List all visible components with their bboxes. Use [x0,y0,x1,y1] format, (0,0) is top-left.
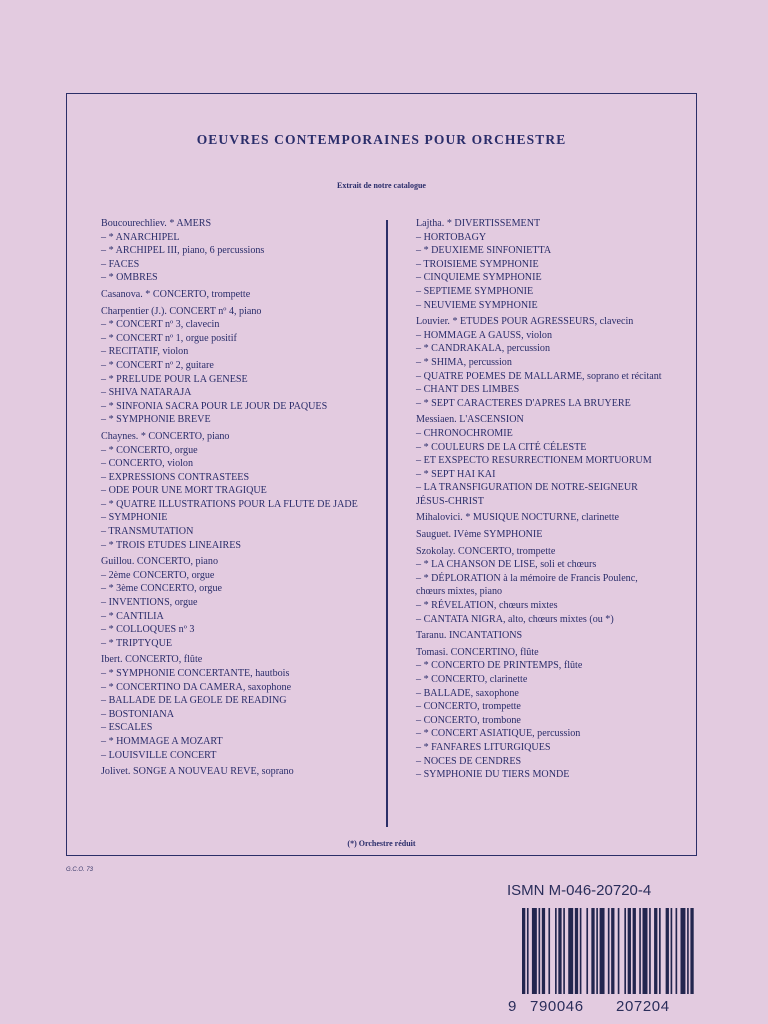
work-line [416,768,668,782]
barcode-bar [558,908,561,994]
work-title: – * DEUXIEME SINFONIETTA [416,245,552,257]
composer-line [416,646,668,660]
work-title: – HOMMAGE A GAUSS, violon [416,329,553,341]
ismn-number: ISMN M-046-20720-4 [507,882,652,899]
work-title: – * LA CHANSON DE LISE, soli et chœurs [416,559,597,571]
work-line [101,471,363,485]
work-line [416,299,668,313]
work-title: CONCERTINO, flûte [450,646,539,658]
work-title: – FACES [101,258,140,270]
work-title: – * ANARCHIPEL [101,231,180,243]
work-title: – * TROIS ETUDES LINEAIRES [101,539,242,551]
work-line [101,596,363,610]
composer-line [416,413,668,427]
work-title: – * 3ème CONCERTO, orgue [101,583,222,595]
work-line [416,481,668,508]
work-line [416,659,668,673]
work-title: CONCERTO, trompette [457,545,556,557]
barcode-bar [548,908,550,994]
work-title: – ESCALES [101,722,153,734]
work-title: – LOUISVILLE CONCERT [101,749,217,761]
composer-line [101,288,363,302]
work-line [416,599,668,613]
work-line [101,400,363,414]
work-line [416,572,668,599]
catalogue-frame [66,93,697,856]
barcode-bar [611,908,614,994]
composer-name: Casanova. [101,288,143,300]
barcode-bar [680,908,685,994]
work-title: – * SHIMA, percussion [416,356,512,368]
barcode-bar [596,908,598,994]
work-title: CONCERT nº 4, piano [169,305,262,317]
work-line [101,637,363,651]
work-title: – SHIVA NATARAJA [101,387,192,399]
work-line [101,345,363,359]
composer-name: Taranu. [416,630,447,642]
composer-line [416,545,668,559]
work-line [101,623,363,637]
work-title: – * COLLOQUES nº 3 [101,624,195,636]
work-title: – * CONCERT nº 2, guitare [101,359,214,371]
work-title: – * RÉVELATION, chœurs mixtes [416,600,558,612]
composer-name: Charpentier (J.). [101,305,167,317]
work-title: – NEUVIEME SYMPHONIE [416,299,538,311]
work-line [101,694,363,708]
barcode-bar [575,908,578,994]
work-title: * AMERS [169,218,212,229]
work-line [416,673,668,687]
composer-line [416,315,668,329]
work-line [101,749,363,763]
barcode-bar [568,908,573,994]
composer-name: Chaynes. [101,430,139,442]
work-title: – * CANDRAKALA, percussion [416,343,551,355]
work-title: – * QUATRE ILLUSTRATIONS POUR LA FLUTE DE JADE [101,498,358,510]
work-title: – * CANTILIA [101,610,164,622]
work-title: – * CONCERTO, clarinette [416,674,528,685]
barcode-bar [563,908,565,994]
barcode-bar [643,908,648,994]
barcode-bar [690,908,693,994]
composer-name: Szokolay. [416,545,456,557]
composer-line [416,217,668,231]
work-line [416,370,668,384]
publisher-code: G.C.O. 73 [66,867,94,873]
work-line [101,413,363,427]
work-line [101,271,363,285]
work-line [101,539,363,553]
work-title: * DIVERTISSEMENT [446,218,541,229]
work-line [416,231,668,245]
work-line [416,356,668,370]
barcode-bar [608,908,610,994]
composer-line [101,555,363,569]
work-title: – * SYMPHONIE CONCERTANTE, hautbois [101,668,290,679]
left-column [101,217,363,782]
composer-line [101,765,363,779]
work-title: – HORTOBAGY [416,231,487,243]
column-divider [386,220,388,827]
work-title: – BALLADE DE LA GEOLE DE READING [101,695,287,707]
work-title: – BALLADE, saxophone [416,687,519,699]
work-line [416,700,668,714]
composer-entry [416,413,668,508]
work-line [101,569,363,583]
barcode-bar [639,908,641,994]
work-title: – LA TRANSFIGURATION DE NOTRE-SEIGNEUR JÉSUS-CHRIST [416,482,638,507]
barcode [522,908,697,994]
work-line [416,342,668,356]
catalogue-subtitle: Extrait de notre catalogue [337,181,426,190]
composer-name: Mihalovici. [416,512,463,524]
composer-line [416,511,668,525]
work-line [416,329,668,343]
work-title: – * CONCERT nº 3, clavecin [101,319,220,331]
work-line [101,610,363,624]
barcode-bar [580,908,582,994]
barcode-digit-lead: 9 [508,998,517,1015]
work-title: – RECITATIF, violon [101,346,189,358]
work-line [101,244,363,258]
work-title: – CANTATA NIGRA, alto, chœurs mixtes (ou *) [416,613,614,625]
work-title: – * SEPT HAI KAI [416,468,496,480]
work-title: * ETUDES POUR AGRESSEURS, clavecin [452,316,634,328]
work-line [416,687,668,701]
composer-name: Messiaen. [416,414,457,426]
work-title: – EXPRESSIONS CONTRASTEES [101,471,250,483]
barcode-bar [591,908,594,994]
composer-name: Sauguet. [416,529,452,541]
work-line [101,498,363,512]
work-title: – * CONCERT ASIATIQUE, percussion [416,728,581,740]
catalogue-title: OEUVRES CONTEMPORAINES POUR ORCHESTRE [196,132,567,147]
work-line [416,258,668,272]
work-title: – ODE POUR UNE MORT TRAGIQUE [101,485,267,497]
barcode-bar [527,908,529,994]
work-title: – * ARCHIPEL III, piano, 6 percussions [101,245,265,257]
composer-entry [101,653,363,762]
work-line [416,558,668,572]
right-column [416,217,668,785]
barcode-bar [555,908,557,994]
work-line [101,708,363,722]
barcode-bar [532,908,537,994]
barcode-bar [539,908,541,994]
work-line [101,444,363,458]
work-line [101,681,363,695]
work-line [416,727,668,741]
work-line [416,741,668,755]
work-title: – CINQUIEME SYMPHONIE [416,272,542,284]
barcode-bar [659,908,661,994]
work-line [416,397,668,411]
work-title: – 2ème CONCERTO, orgue [101,569,215,581]
footnote: (*) Orchestre réduit [347,839,416,848]
work-title: – * SEPT CARACTERES D'APRES LA BRUYERE [416,397,631,409]
barcode-bar [628,908,631,994]
composer-line [101,430,363,444]
work-title: – SYMPHONIE [101,512,168,524]
work-line [101,735,363,749]
composer-entry [101,430,363,552]
composer-entry [416,646,668,782]
composer-entry [101,217,363,285]
work-line [101,258,363,272]
work-title: – * PRELUDE POUR LA GENESE [101,373,248,385]
work-title: – * COULEURS DE LA CITÉ CÉLESTE [416,441,587,453]
work-title: – ET EXSPECTO RESURRECTIONEM MORTUORUM [416,455,652,467]
work-line [416,383,668,397]
work-title: – CONCERTO, violon [101,458,194,470]
barcode-bar [676,908,678,994]
composer-line [101,217,363,231]
work-title: – TROISIEME SYMPHONIE [416,258,539,270]
work-title: CONCERTO, flûte [125,654,203,666]
work-line [101,373,363,387]
work-line [416,427,668,441]
work-title: – INVENTIONS, orgue [101,597,198,609]
work-title: – * CONCERTO, orgue [101,444,198,456]
barcode-bar [618,908,620,994]
work-title: – * HOMMAGE A MOZART [101,735,223,747]
composer-entry [101,288,363,302]
work-line [416,468,668,482]
composer-name: Guillou. [101,556,135,568]
composer-entry [416,545,668,627]
work-title: * MUSIQUE NOCTURNE, clarinette [465,512,619,524]
work-line [416,714,668,728]
composer-name: Tomasi. [416,646,449,658]
barcode-bar [542,908,545,994]
work-title: CONCERTO, piano [136,556,218,568]
work-line [416,613,668,627]
barcode-bar [586,908,588,994]
composer-name: Lajtha. [416,218,445,229]
work-title: SONGE A NOUVEAU REVE, soprano [132,766,294,778]
work-line [416,755,668,769]
work-title: – SYMPHONIE DU TIERS MONDE [416,769,570,781]
work-title: – * CONCERT nº 1, orgue positif [101,332,237,344]
composer-line [416,528,668,542]
composer-name: Boucourechliev. [101,218,167,229]
barcode-bar [666,908,669,994]
work-title: – * SYMPHONIE BREVE [101,414,211,426]
composer-name: Jolivet. [101,766,131,778]
composer-entry [416,528,668,542]
work-line [416,454,668,468]
composer-name: Ibert. [101,654,123,666]
composer-entry [416,629,668,643]
work-title: – * CONCERTINO DA CAMERA, saxophone [101,681,292,693]
work-title: – BOSTONIANA [101,708,174,720]
work-title: – * CONCERTO DE PRINTEMPS, flûte [416,660,583,672]
work-title: – * FANFARES LITURGIQUES [416,741,551,753]
work-line [101,318,363,332]
work-title: – QUATRE POEMES DE MALLARME, soprano et récitant [416,370,662,382]
composer-entry [101,305,363,427]
work-title: INCANTATIONS [448,630,523,642]
work-line [101,721,363,735]
barcode-bar [600,908,605,994]
work-title: – * TRIPTYQUE [101,637,173,649]
composer-line [101,305,363,319]
work-title: IVème SYMPHONIE [453,529,543,541]
composer-line [101,653,363,667]
work-line [101,525,363,539]
composer-line [416,629,668,643]
work-title: L'ASCENSION [459,414,524,426]
work-title: – SEPTIEME SYMPHONIE [416,285,534,297]
barcode-bar [654,908,657,994]
work-title: – CONCERTO, trompette [416,701,521,713]
barcode-bar [687,908,689,994]
work-line [101,386,363,400]
barcode-digits-group2: 207204 [616,998,670,1015]
barcode-bar [633,908,636,994]
barcode-bar [522,908,525,994]
work-line [101,511,363,525]
work-line [416,271,668,285]
work-line [101,359,363,373]
barcode-digits-group1: 790046 [530,998,584,1015]
work-title: * CONCERTO, trompette [145,288,251,300]
work-line [101,667,363,681]
work-line [101,484,363,498]
work-line [101,332,363,346]
work-line [416,244,668,258]
work-title: – * SINFONIA SACRA POUR LE JOUR DE PAQUES [101,400,328,412]
work-line [101,582,363,596]
work-title: – CHRONOCHROMIE [416,427,513,439]
work-line [416,441,668,455]
work-title: – CONCERTO, trombone [416,714,521,726]
composer-name: Louvier. [416,316,450,328]
work-title: – TRANSMUTATION [101,526,194,538]
work-title: – * DÉPLORATION à la mémoire de Francis Poulenc, chœurs mixtes, piano [416,572,638,598]
composer-entry [101,765,363,779]
work-line [101,231,363,245]
composer-entry [416,217,668,312]
barcode-bar [671,908,673,994]
work-title: – * OMBRES [101,272,158,284]
composer-entry [101,555,363,650]
work-title: * CONCERTO, piano [140,430,230,442]
barcode-bar [624,908,626,994]
barcode-bar [649,908,651,994]
work-title: – CHANT DES LIMBES [416,384,520,396]
work-line [101,457,363,471]
composer-entry [416,315,668,410]
composer-entry [416,511,668,525]
work-title: – NOCES DE CENDRES [416,755,522,767]
work-line [416,285,668,299]
